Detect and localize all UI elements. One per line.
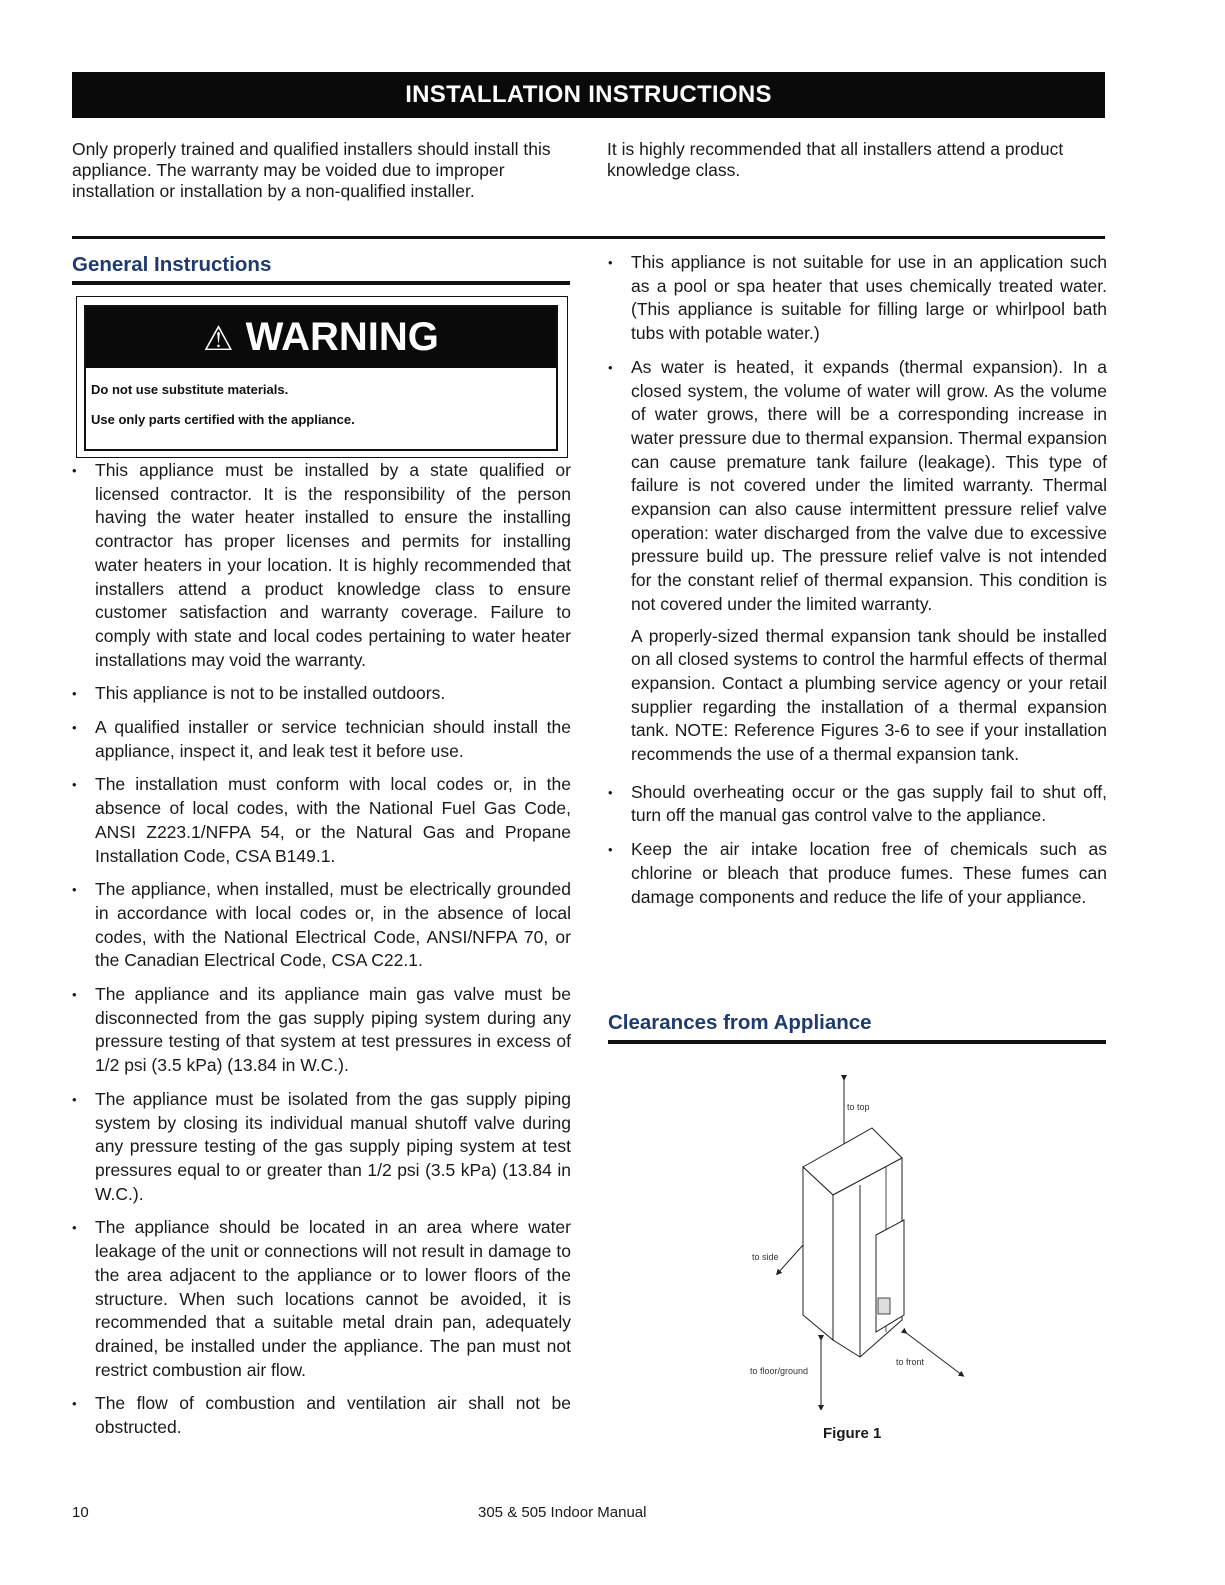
warning-line-2: Use only parts certified with the appliance. bbox=[91, 412, 355, 427]
list-item: • Should overheating occur or the gas supply fail to shut off, turn off the manual gas control valve to the appliance. bbox=[608, 781, 1107, 828]
list-item: • The appliance must be isolated from the gas supply piping system by closing its individual manual shutoff valve during any pressure testing of the gas supply piping system at test pressures equal to or greater than 1/2 psi (3.5 kPa) (13.84 in W.C.). bbox=[72, 1088, 571, 1207]
heater-side bbox=[803, 1167, 833, 1340]
intro-right-text: It is highly recommended that all installers attend a product knowledge class. bbox=[607, 139, 1064, 180]
list-item: • This appliance is not suitable for use in an application such as a pool or spa heater that uses chemically treated water. (This appliance is suitable for filling large or whirlpool bath tubs with potable water.) bbox=[608, 251, 1107, 346]
to-front-label: to front bbox=[896, 1357, 925, 1367]
general-instructions-list bbox=[72, 459, 571, 1450]
figure-caption: Figure 1 bbox=[823, 1425, 882, 1442]
list-item: • As water is heated, it expands (thermal expansion). In a closed system, the volume of water will grow. As the volume of water grows, there will be a corresponding increase in water pressure due to thermal expansion. Thermal expansion can cause premature tank failure (leakage). This type of failure is not covered under the limited warranty. Thermal expansion can also cause intermittent pressure relief valve operation: water discharged from the valve due to excessive pressure build up. The pressure relief valve is not intended for the constant relief of thermal expansion. This condition is not covered under the limited warranty. bbox=[608, 356, 1107, 617]
divider bbox=[72, 236, 1105, 239]
heading-rule bbox=[72, 281, 570, 285]
warning-line-1: Do not use substitute materials. bbox=[91, 382, 289, 397]
clearances-diagram bbox=[740, 1070, 980, 1410]
list-item: • Keep the air intake location free of chemicals such as chlorine or bleach that produce fumes. These fumes can damage components and reduce the life of your appliance. bbox=[608, 838, 1107, 909]
right-column-list bbox=[608, 251, 1107, 919]
warning-header bbox=[86, 307, 556, 368]
list-item: • The appliance and its appliance main gas valve must be disconnected from the gas supply piping system during any pressure testing of that system at test pressures in excess of 1/2 psi (3.5 kPa) (13.84 in W.C.). bbox=[72, 983, 571, 1078]
clearances-heading: Clearances from Appliance bbox=[608, 1011, 872, 1034]
section-banner: INSTALLATION INSTRUCTIONS bbox=[72, 72, 1105, 118]
list-item: • The installation must conform with local codes or, in the absence of local codes, with the National Fuel Gas Code, ANSI Z223.1/NFPA 54, or the Natural Gas and Propane Installation Code, CSA B149.1. bbox=[72, 773, 571, 868]
general-instructions-heading: General Instructions bbox=[72, 253, 272, 276]
thermal-expansion-paragraph: A properly-sized thermal expansion tank should be installed on all closed systems to control the harmful effects of thermal expansion. Contact a plumbing service agency or your retail supplier regarding the installation of a thermal expansion tank. NOTE: Reference Figures 3-6 to see if your installation recommends the use of a thermal expansion tank. bbox=[631, 625, 1107, 765]
page-number: 10 bbox=[72, 1504, 89, 1521]
list-item: • The flow of combustion and ventilation air shall not be obstructed. bbox=[72, 1392, 571, 1439]
warning-triangle-icon: ⚠ bbox=[203, 320, 234, 358]
list-item: • A qualified installer or service technician should install the appliance, inspect it, and leak test it before use. bbox=[72, 716, 571, 763]
list-item: • This appliance is not to be installed outdoors. bbox=[72, 682, 571, 706]
control-panel bbox=[876, 1220, 904, 1332]
list-item: • This appliance must be installed by a state qualified or licensed contractor. It is the responsibility of the person having the water heater installed to ensure the installing contractor has proper licenses and permits for installing water heaters in your location. It is highly recommended that installers attend a product knowledge class to ensure customer satisfaction and warranty coverage. Failure to comply with state and local codes pertaining to water heater installations may void the warranty. bbox=[72, 459, 571, 672]
to-floor-label: to floor/ground bbox=[750, 1366, 809, 1376]
front-clearance-arrow bbox=[905, 1332, 962, 1375]
list-item: • The appliance, when installed, must be electrically grounded in accordance with local codes or, in the absence of local codes, with the National Electrical Code, ANSI/NFPA 70, or the Canadian Electrical Code, CSA C22.1. bbox=[72, 878, 571, 973]
heading-rule bbox=[608, 1040, 1106, 1044]
list-item: • The appliance should be located in an area where water leakage of the unit or connections will not result in damage to the area adjacent to the appliance or to lower floors of the structure. When such locations cannot be avoided, it is recommended that a suitable metal drain pan, adequately drained, be installed under the appliance. The pan must not restrict combustion air flow. bbox=[72, 1216, 571, 1382]
warning-title: WARNING bbox=[245, 315, 439, 359]
side-clearance-arrow bbox=[778, 1245, 803, 1273]
intro-left-text: Only properly trained and qualified installers should install this appliance. The warranty may be voided due to improper installation or installation by a non-qualified installer. bbox=[72, 139, 551, 201]
to-side-label: to side bbox=[752, 1252, 779, 1262]
display-icon bbox=[878, 1298, 890, 1314]
manual-title: 305 & 505 Indoor Manual bbox=[478, 1504, 647, 1521]
to-top-label: to top bbox=[847, 1102, 870, 1112]
